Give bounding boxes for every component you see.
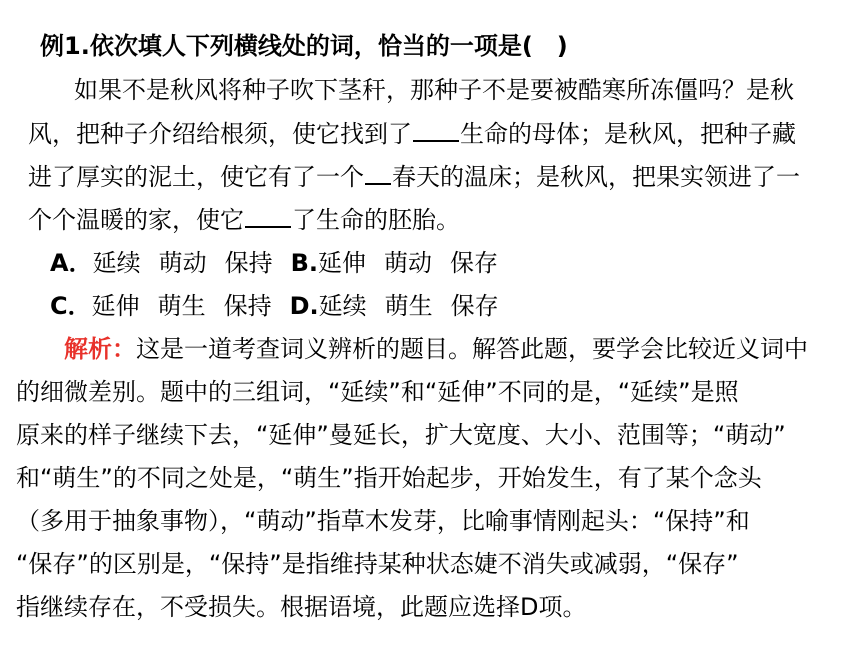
analysis-line-5: （多用于抽象事物），“萌动”指草木发芽，比喻事情刚起头：“保持”和: [16, 507, 750, 535]
blank-1: [413, 118, 459, 142]
option-b-label: B.: [290, 249, 318, 277]
passage-line-3-end: 春天的温床；是秋风，把果实领进了一: [392, 163, 800, 191]
analysis-line-1: [64, 333, 808, 365]
blank-3: [245, 204, 291, 228]
option-a-word-1: 延续: [92, 249, 141, 277]
passage-line-2-end: 生命的母体；是秋风，把种子藏: [460, 120, 796, 148]
question-title: 例1.依次填人下列横线处的词，恰当的一项是( ): [40, 32, 568, 60]
option-d-word-3: 保存: [450, 292, 499, 320]
option-d-word-2: 萌生: [384, 292, 433, 320]
option-a-label: A．: [50, 249, 93, 277]
options-row-cd: [50, 290, 499, 322]
option-a-word-2: 萌动: [158, 249, 207, 277]
analysis-line-7: 指继续存在，不受损失。根据语境，此题应选择D项。: [16, 593, 587, 621]
analysis-line-2: 的细微差别。题中的三组词，“延续”和“延伸”不同的是，“延续”是照: [16, 378, 739, 406]
option-b-word-3: 保存: [450, 249, 498, 277]
passage-line-1: 如果不是秋风将种子吹下茎秆，那种子不是要被酷寒所冻僵吗？是秋: [74, 76, 794, 104]
option-d-label: D.: [289, 292, 319, 320]
analysis-line-6: “保存”的区别是，“保持”是指维持某种状态婕不消失或减弱，“保存”: [16, 550, 739, 578]
passage-line-4: [28, 204, 460, 236]
passage-line-2: [28, 118, 796, 150]
passage-line-4-end: 了生命的胚胎。: [292, 206, 460, 234]
analysis-line-4: 和“萌生”的不同之处是，“萌生”指开始起步，开始发生，有了某个念头: [16, 464, 762, 492]
analysis-line-3: 原来的样子继续下去，“延伸”曼延长，扩大宽度、大小、范围等；“萌动”: [16, 421, 786, 449]
option-b-word-1: 延伸: [318, 249, 366, 277]
option-c-word-2: 萌生: [157, 292, 206, 320]
passage-line-3-start: 进了厚实的泥土，使它有了一个: [28, 163, 364, 191]
options-row-ab: [50, 247, 498, 279]
option-c-word-3: 保持: [223, 292, 272, 320]
passage-line-2-start: 风，把种子介绍给根须，使它找到了: [28, 120, 412, 148]
analysis-label: 解析：: [64, 335, 136, 363]
option-c-label: C．: [50, 292, 92, 320]
passage-line-3: [28, 161, 800, 193]
analysis-line-1-text: 这是一道考查词义辨析的题目。解答此题，要学会比较近义词中: [136, 335, 808, 363]
blank-2: [365, 161, 391, 185]
option-d-word-1: 延续: [318, 292, 367, 320]
option-c-word-1: 延伸: [91, 292, 140, 320]
option-a-word-3: 保持: [224, 249, 273, 277]
passage-line-4-start: 个个温暖的家，使它: [28, 206, 244, 234]
option-b-word-2: 萌动: [384, 249, 432, 277]
